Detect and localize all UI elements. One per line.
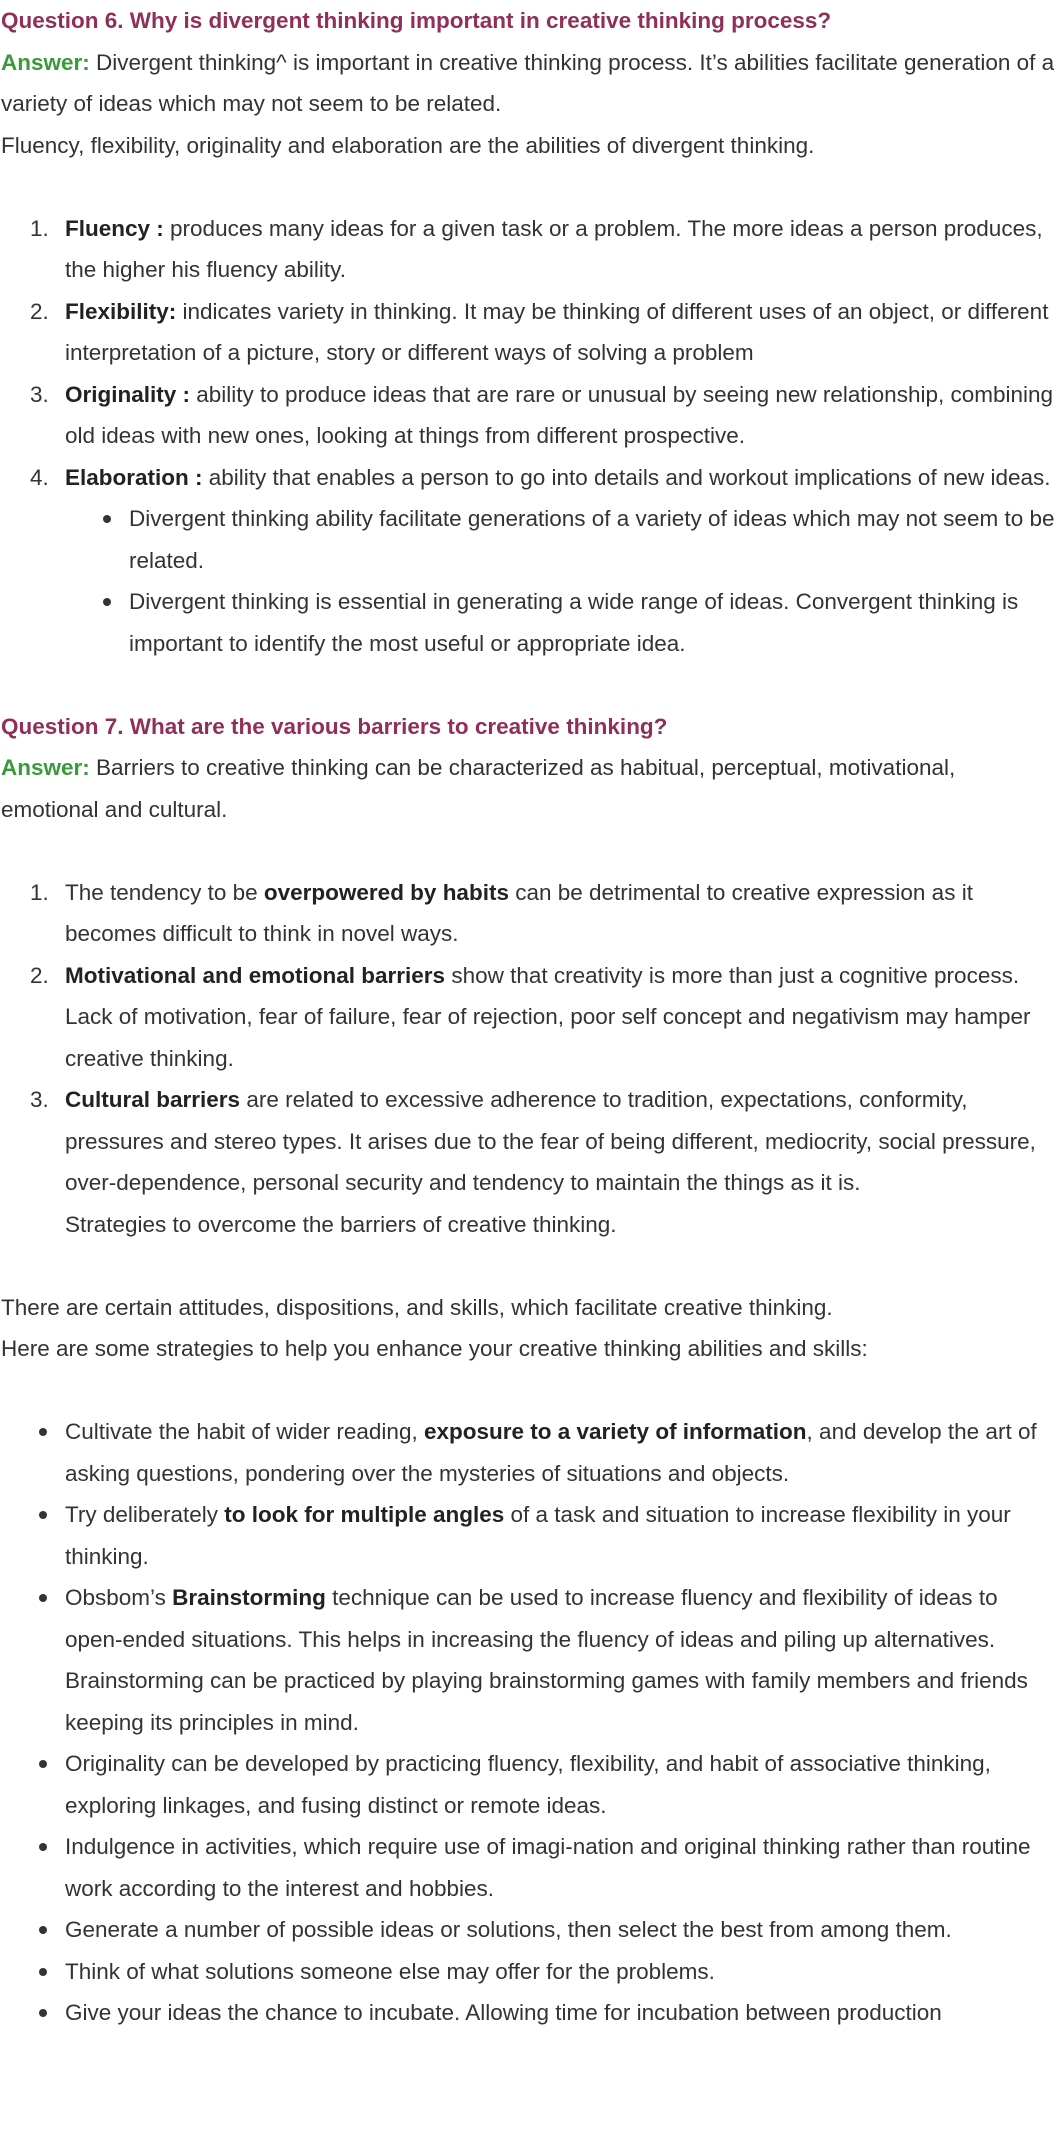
item-text-before: Think of what solutions someone else may offer for the problems. bbox=[65, 1958, 715, 1984]
sub-bullet-item bbox=[129, 581, 1057, 664]
answer-label: Answer: bbox=[1, 755, 90, 780]
bullet-dot-icon bbox=[103, 598, 111, 606]
bullet-dot-icon bbox=[39, 1926, 47, 1934]
strategies-heading: Strategies to overcome the barriers of creative thinking. bbox=[65, 1211, 617, 1237]
item-text-after: technique can be used to increase fluency and flexibility of ideas to open-ended situations. This helps in increasing the fluency of ideas and piling up alternatives. Brainstorming can be practiced by playing brainstorming games with family members and friends keeping its principles in mind. bbox=[65, 1585, 1028, 1735]
item-number: 3. bbox=[30, 1087, 49, 1112]
bullet-dot-icon bbox=[39, 2009, 47, 2017]
bullet-dot-icon bbox=[103, 515, 111, 523]
item-text-after: , and develop the art of asking questions, pondering over the mysteries of situations and objects. bbox=[65, 1419, 1037, 1486]
item-term: Motivational and emotional barriers bbox=[65, 962, 446, 988]
list-item bbox=[65, 1494, 1057, 1577]
item-number: 2. bbox=[30, 962, 49, 988]
item-text: ability that enables a person to go into details and workout implications of new ideas. bbox=[202, 464, 1051, 490]
list-item bbox=[30, 457, 1057, 665]
sub-bullet-text: Divergent thinking ability facilitate generations of a variety of ideas which may not seem to be related. bbox=[129, 506, 1055, 573]
question-6-section bbox=[1, 0, 1057, 664]
item-number: 1. bbox=[30, 215, 49, 241]
item-number: 1. bbox=[30, 879, 49, 905]
list-item bbox=[65, 1411, 1057, 1494]
item-text-after: can be detrimental to creative expression as it becomes difficult to think in novel ways. bbox=[65, 879, 973, 946]
answer-text: Divergent thinking^ is important in creative thinking process. It’s abilities facilitate generation of a variety of ideas which may not seem to be related. bbox=[1, 49, 1055, 116]
item-text-before: Indulgence in activities, which require use of imagi-nation and original thinking rather than routine work according to the interest and hobbies. bbox=[65, 1834, 1031, 1901]
item-text-before: Try deliberately bbox=[65, 1502, 225, 1527]
bullet-dot-icon bbox=[39, 1968, 47, 1976]
bullet-dot-icon bbox=[39, 1594, 47, 1602]
list-item bbox=[30, 374, 1057, 457]
question-7-answer bbox=[1, 747, 1057, 830]
strategies-list bbox=[1, 1411, 1057, 2034]
answer-label: Answer: bbox=[1, 49, 90, 75]
answer-text: Barriers to creative thinking can be characterized as habitual, perceptual, motivational, emotional and cultural. bbox=[1, 755, 956, 822]
item-text: indicates variety in thinking. It may be thinking of different uses of an object, or different interpretation of a picture, story or different ways of solving a problem bbox=[65, 298, 1049, 365]
list-item bbox=[30, 1079, 1057, 1245]
bullet-dot-icon bbox=[39, 1511, 47, 1519]
bullet-dot-icon bbox=[39, 1428, 47, 1436]
item-text: produces many ideas for a given task or a problem. The more ideas a person produces, the higher his fluency ability. bbox=[65, 215, 1043, 282]
list-item bbox=[30, 872, 1057, 955]
question-6-answer bbox=[1, 42, 1057, 125]
list-item bbox=[65, 1577, 1057, 1743]
divergent-abilities-list bbox=[1, 208, 1057, 665]
question-7-title: Question 7. What are the various barriers to creative thinking? bbox=[1, 713, 668, 739]
abilities-line: Fluency, flexibility, originality and elaboration are the abilities of divergent thinking. bbox=[1, 132, 815, 158]
item-term: overpowered by habits bbox=[263, 879, 509, 905]
item-term: exposure to a variety of information bbox=[423, 1419, 807, 1444]
list-item bbox=[65, 1992, 1057, 2034]
item-term: Originality : bbox=[65, 381, 191, 407]
strategies-intro-2: Here are some strategies to help you enhance your creative thinking abilities and skills: bbox=[1, 1336, 868, 1361]
question-7-section bbox=[1, 706, 1057, 2034]
bullet-dot-icon bbox=[39, 1843, 47, 1851]
item-text: ability to produce ideas that are rare or unusual by seeing new relationship, combining old ideas with new ones, looking at things from different prospective. bbox=[65, 381, 1054, 448]
list-item bbox=[65, 1909, 1057, 1951]
spacer bbox=[1, 664, 1057, 706]
list-item bbox=[30, 208, 1057, 291]
item-text-after: are related to excessive adherence to tradition, expectations, conformity, pressures and stereo types. It arises due to the fear of being different, mediocrity, social pressure, over-dependence, personal security and tendency to maintain the things as it is. bbox=[65, 1087, 1036, 1195]
item-term: Cultural barriers bbox=[65, 1087, 241, 1112]
list-item bbox=[65, 1743, 1057, 1826]
item-text-before: Generate a number of possible ideas or solutions, then select the best from among them. bbox=[65, 1917, 952, 1942]
item-text-after: show that creativity is more than just a cognitive process. Lack of motivation, fear of failure, fear of rejection, poor self concept and negativism may hamper creative thinking. bbox=[65, 962, 1031, 1071]
strategies-intro-1: There are certain attitudes, dispositions, and skills, which facilitate creative thinking. bbox=[1, 1294, 833, 1320]
item-number: 2. bbox=[30, 298, 49, 324]
list-item bbox=[65, 1951, 1057, 1993]
question-6-title: Question 6. Why is divergent thinking important in creative thinking process? bbox=[1, 8, 832, 33]
item-text-before: Cultivate the habit of wider reading, bbox=[65, 1419, 424, 1444]
barriers-list bbox=[1, 872, 1057, 1246]
item-text-before: Obsbom’s bbox=[65, 1585, 173, 1610]
item-text-before: Originality can be developed by practicing fluency, flexibility, and habit of associative thinking, exploring linkages, and fusing distinct or remote ideas. bbox=[65, 1751, 991, 1818]
item-term: to look for multiple angles bbox=[224, 1502, 505, 1527]
item-text-after: of a task and situation to increase flexibility in your thinking. bbox=[65, 1502, 1011, 1569]
item-number: 4. bbox=[30, 464, 49, 490]
sub-bullet-item bbox=[129, 498, 1057, 581]
item-term: Elaboration : bbox=[65, 464, 203, 490]
item-term: Flexibility: bbox=[65, 298, 177, 324]
list-item bbox=[30, 955, 1057, 1080]
list-item bbox=[30, 291, 1057, 374]
item-text-before: Give your ideas the chance to incubate. Allowing time for incubation between production bbox=[65, 2000, 942, 2025]
list-item bbox=[65, 1826, 1057, 1909]
sub-bullet-text: Divergent thinking is essential in generating a wide range of ideas. Convergent thinking is important to identify the most useful or appropriate idea. bbox=[129, 589, 1019, 656]
spacer bbox=[1, 1245, 1057, 1287]
sub-bullet-list bbox=[65, 498, 1057, 664]
item-number: 3. bbox=[30, 381, 49, 407]
item-text-before: The tendency to be bbox=[65, 879, 264, 905]
item-term: Fluency : bbox=[65, 215, 164, 241]
bullet-dot-icon bbox=[39, 1760, 47, 1768]
item-term: Brainstorming bbox=[172, 1585, 326, 1610]
